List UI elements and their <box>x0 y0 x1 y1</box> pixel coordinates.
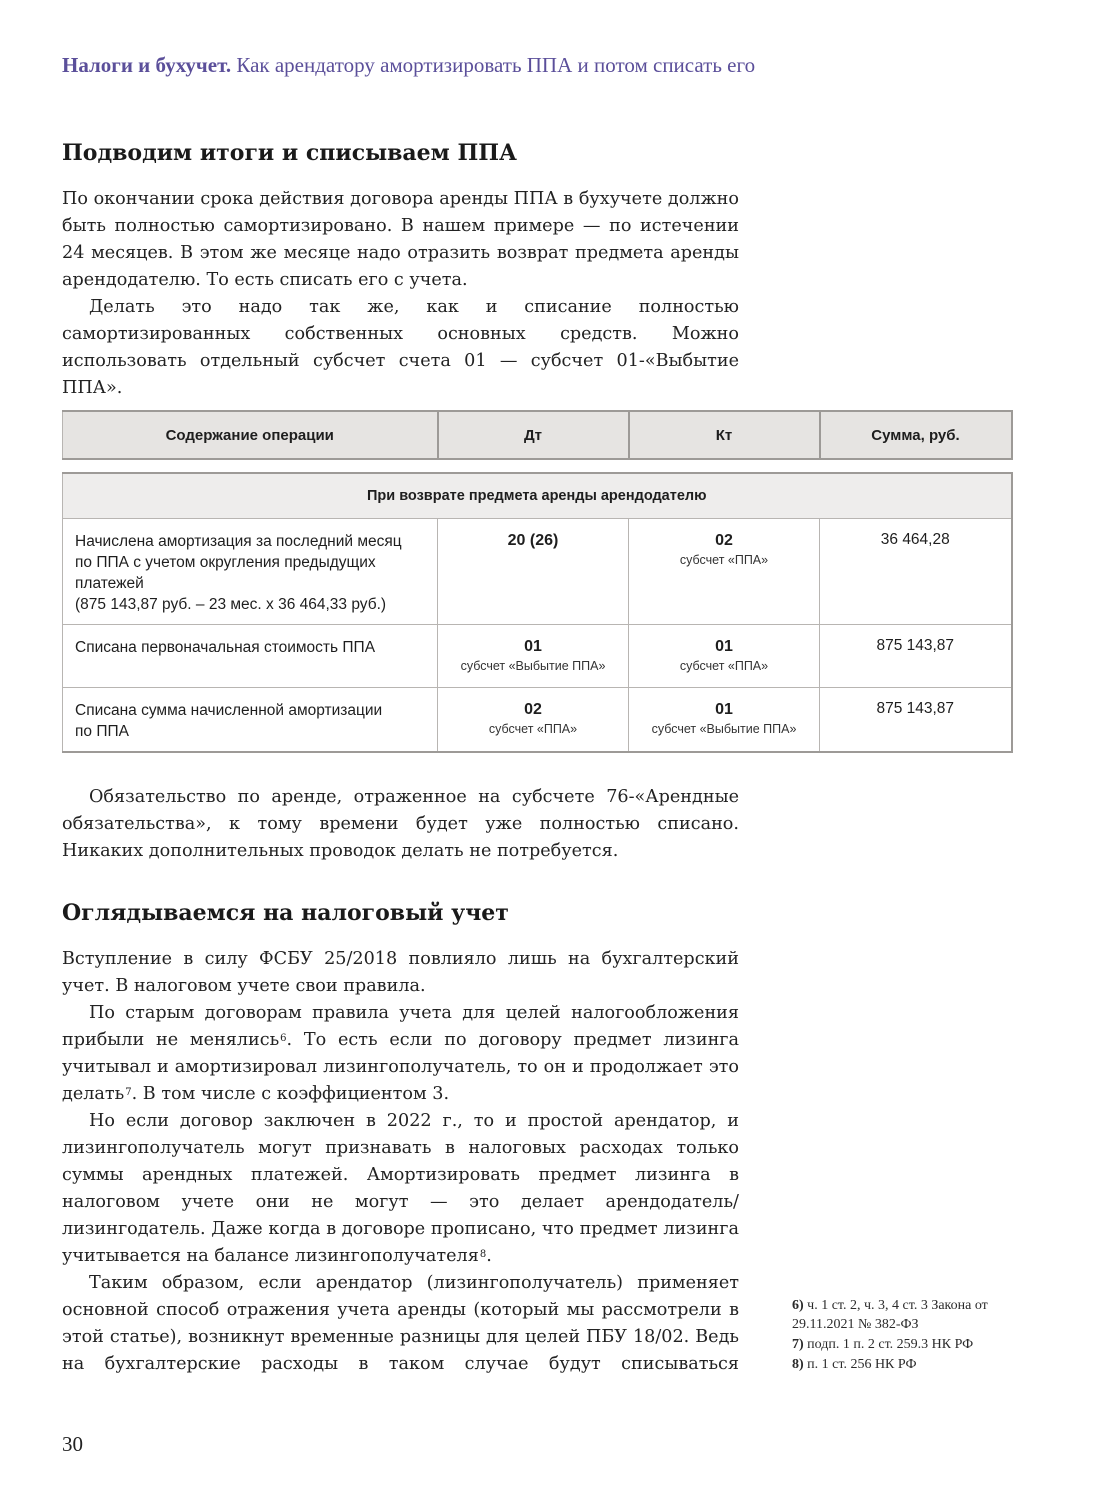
footnote: 8) п. 1 ст. 256 НК РФ <box>792 1357 917 1372</box>
footnote-ref: 7 <box>125 1087 132 1098</box>
section-2 <box>62 900 739 926</box>
row-amount: 875 143,87 <box>820 625 1012 688</box>
section-1-body <box>62 186 739 402</box>
table-row <box>63 519 1012 625</box>
row-credit: 01 субсчет «Выбытие ППА» <box>629 688 820 752</box>
paragraph: Но если договор заключен в 2022 г., то и простой арендатор, и лизингополучатель могут признавать в налоговых расходах только суммы арендных платежей. Амортизировать предмет лизинга в налоговом учете они не могут — это делает арендодатель/лизингодатель. Даже когда в договоре прописано, что предмет лизинга учитывается на балансе лизингополучателя$^8$. <box>62 1111 739 1266</box>
col-header-operation: Содержание операции <box>63 411 438 459</box>
after-table <box>62 784 739 865</box>
row-amount: 36 464,28 <box>820 519 1012 625</box>
section-2-body <box>62 946 739 1378</box>
table-header-row <box>63 411 1012 459</box>
paragraph: По старым договорам правила учета для целей налогообложения прибыли не менялись$^6$. То есть если по договору предмет лизинга учитывал и амортизировал лизингополучатель, то он и продолжает это делать$^7$. В том числе с коэффициентом 3. <box>62 1003 739 1104</box>
col-header-credit: Кт <box>629 411 820 459</box>
page-number: 30 <box>62 1432 83 1456</box>
section-1 <box>62 140 739 166</box>
row-description: Списана первоначальная стоимость ППА <box>63 625 438 688</box>
row-credit: 02 субсчет «ППА» <box>629 519 820 625</box>
footnote-ref: 8 <box>479 1249 487 1260</box>
row-debit: 02 субсчет «ППА» <box>438 688 629 752</box>
col-header-amount: Сумма, руб. <box>820 411 1012 459</box>
footnote: 7) подп. 1 п. 2 ст. 259.3 НК РФ <box>792 1337 974 1352</box>
running-head-section: Налоги и бухучет. <box>62 53 232 77</box>
row-amount: 875 143,87 <box>820 688 1012 752</box>
paragraph: Таким образом, если арендатор (лизингополучатель) применяет основной способ отражения учета аренды (который мы рассмотрели в этой статье), возникнут временные разницы для целей ПБУ 18/02. Ведь на бухгалтерские расходы в таком случае будут списываться <box>62 1273 739 1374</box>
row-description: Начислена амортизация за последний месяц по ППА с учетом округления предыдущих платежей (875 143,87 руб. – 23 мес. х 36 464,33 руб.) <box>63 519 438 625</box>
footnote-ref: 6 <box>280 1033 287 1044</box>
paragraph: Обязательство по аренде, отраженное на субсчете 76-«Арендные обязательства», к тому времени будет уже полностью списано. Никаких дополнительных проводок делать не потребуется. <box>62 787 739 861</box>
table-section-row <box>63 473 1012 519</box>
table-row <box>63 688 1012 752</box>
section-2-heading: Оглядываемся на налоговый учет <box>62 900 509 926</box>
postings-table <box>62 410 1012 753</box>
footnote: 6) ч. 1 ст. 2, ч. 3, 4 ст. 3 Закона от 29.11.2021 № 382-ФЗ <box>792 1298 988 1332</box>
row-debit: 01 субсчет «Выбытие ППА» <box>438 625 629 688</box>
row-description: Списана сумма начисленной амортизации по ППА <box>63 688 438 752</box>
table-section-title: При возврате предмета аренды арендодателю <box>63 473 1012 519</box>
row-debit: 20 (26) <box>438 519 629 625</box>
footnotes <box>792 1296 1022 1375</box>
col-header-debit: Дт <box>438 411 629 459</box>
running-head <box>62 53 1022 78</box>
row-credit: 01 субсчет «ППА» <box>629 625 820 688</box>
section-1-heading: Подводим итоги и списываем ППА <box>62 140 517 166</box>
paragraph: Делать это надо так же, как и списание полностью самортизированных собственных основных средств. Можно использовать отдельный субсчет счета 01 — субсчет 01-«Выбытие ППА». <box>62 297 739 398</box>
paragraph: Вступление в силу ФСБУ 25/2018 повлияло лишь на бухгалтерский учет. В налоговом учете свои правила. <box>62 949 739 996</box>
paragraph: По окончании срока действия договора аренды ППА в бухучете должно быть полностью самортизировано. В нашем примере — по истечении 24 месяцев. В этом же месяце надо отразить возврат предмета аренды арендодателю. То есть списать его с учета. <box>62 189 739 290</box>
table-row <box>63 625 1012 688</box>
running-head-title: Как арендатору амортизировать ППА и потом списать его <box>236 53 756 77</box>
